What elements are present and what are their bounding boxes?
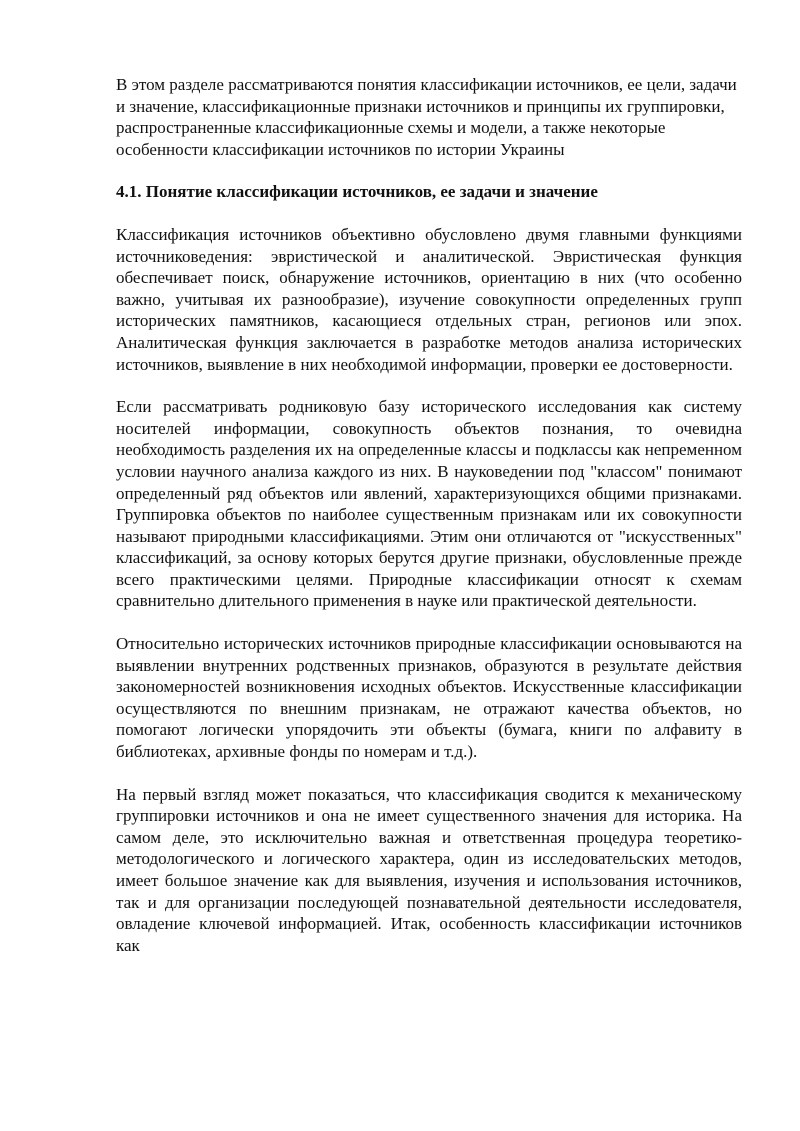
document-page: [116, 74, 742, 977]
body-paragraph-1: Классификация источников объективно обусловлено двумя главными функциями источниковедения: эвристической и аналитической. Эвристическая функция обеспечивает поиск, обнаружение источников, ориентацию в них (что особенно важно, учитывая их разнообразие), изучение совокупности определенных групп исторических памятников, касающиеся отдельных стран, регионов или эпох. Аналитическая функция заключается в разработке методов анализа исторических источников, выявление в них необходимой информации, проверки ее достоверности.: [116, 224, 742, 374]
intro-paragraph: В этом разделе рассматриваются понятия классификации источников, ее цели, задачи и значение, классификационные признаки источников и принципы их группировки, распространенные классификационные схемы и модели, а также некоторые особенности классификации источников по истории Украины: [116, 75, 737, 159]
body-paragraph-2: Если рассматривать родниковую базу исторического исследования как систему носителей информации, совокупность объектов познания, то очевидна необходимость разделения их на определенные классы и подклассы как непременном условии научного анализа каждого из них. В науковедении под "классом" понимают определенный ряд объектов или явлений, характеризующихся общими признаками. Группировка объектов по наиболее существенным признакам или их совокупности называют природными классификациями. Этим они отличаются от "искусственных" классификаций, за основу которых берутся другие признаки, обусловленные прежде всего практическими целями. Природные классификации относят к схемам сравнительно длительного применения в науке или практической деятельности.: [116, 397, 742, 611]
section-heading: 4.1. Понятие классификации источников, ее задачи и значение: [116, 182, 598, 202]
body-paragraph-4: На первый взгляд может показаться, что классификация сводится к механическому группировки источников и она не имеет существенного значения для историка. На самом деле, это исключительно важная и ответственная процедура теоретико-методологического и логического характера, один из исследовательских методов, имеет большое значение как для выявления, изучения и использования источников, так и для организации последующей познавательной деятельности исследователя, овладение ключевой информацией. Итак, особенность классификации источников как: [116, 784, 742, 955]
body-paragraph-3: Относительно исторических источников природные классификации основываются на выявлении внутренних родственных признаков, образуются в результате действия закономерностей возникновения исходных объектов. Искусственные классификации осуществляются по внешним признакам, не отражают качества объектов, но помогают логически упорядочить эти объекты (бумага, книги по алфавиту в библиотеках, архивные фонды по номерам и т.д.).: [116, 634, 742, 762]
